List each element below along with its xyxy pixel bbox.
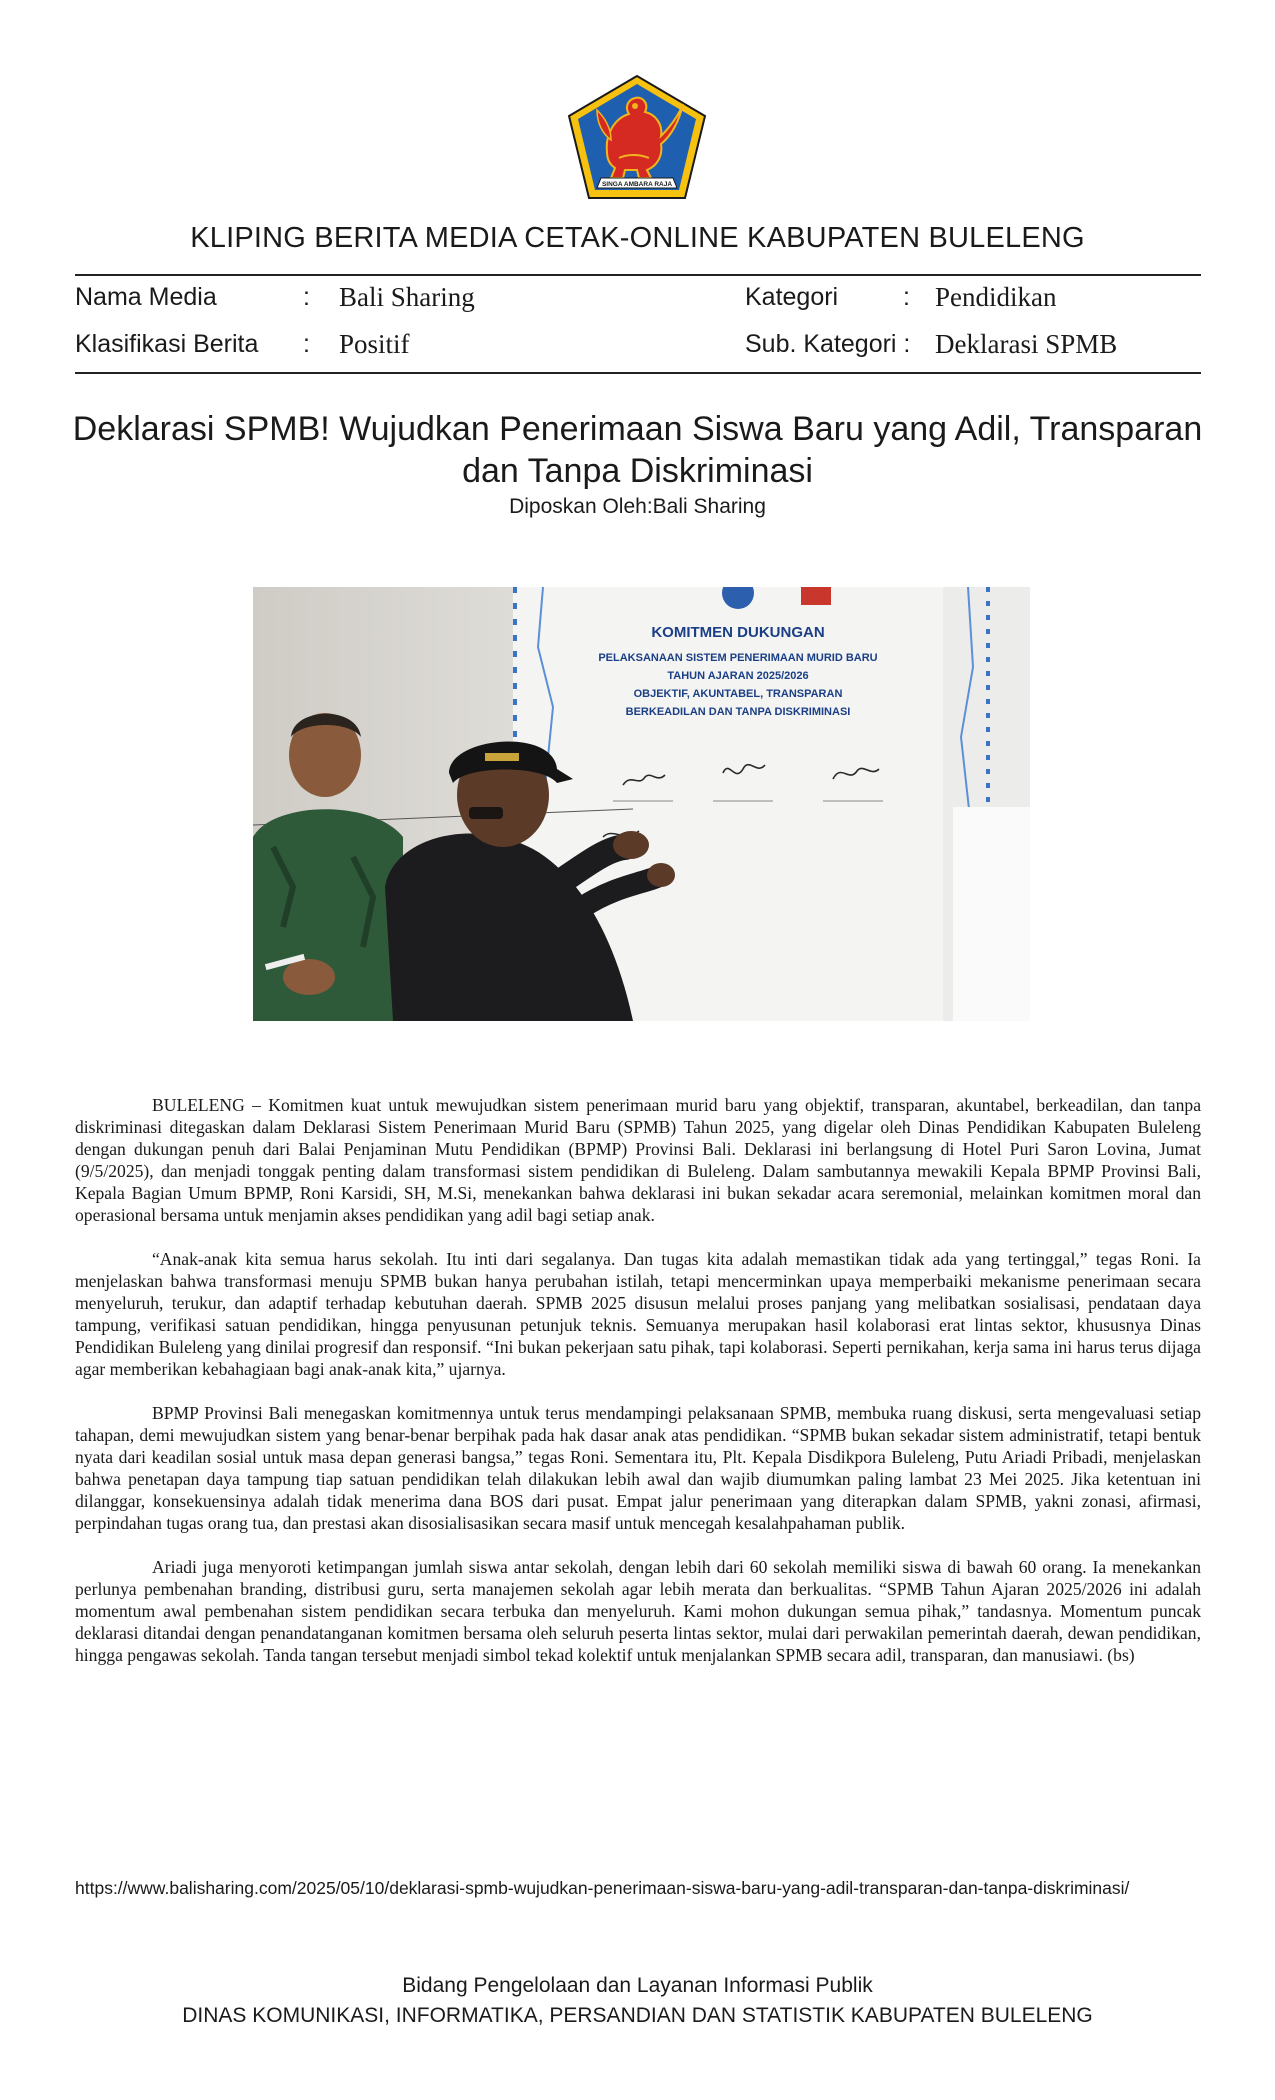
klasifikasi-colon: : xyxy=(303,330,310,358)
subkategori-value: Deklarasi SPMB xyxy=(935,329,1118,359)
footer-department: Bidang Pengelolaan dan Layanan Informasi Publik xyxy=(402,1974,873,1997)
article-headline: Deklarasi SPMB! Wujudkan Penerimaan Siswa Baru yang Adil, Transparan dan Tanpa Diskriminasi xyxy=(72,410,1203,490)
header-bottom-rule xyxy=(75,372,1201,374)
signing-photo-illustration xyxy=(253,587,1030,1021)
media-value: Bali Sharing xyxy=(339,282,475,312)
article-paragraph: Ariadi juga menyoroti ketimpangan jumlah siswa antar sekolah, dengan lebih dari 60 sekolah memiliki siswa di bawah 60 orang. Ia menekankan perlunya pembenahan branding, distribusi guru, serta manajemen sekolah agar lebih merata dan berkualitas. “SPMB Tahun Ajaran 2025/2026 ini adalah momentum awal pembenahan sistem pendidikan secara terbuka dan menyeluruh. Kami mohon dukungan semua pihak,” tandasnya. Momentum puncak deklarasi ditandai dengan penandatanganan komitmen bersama oleh seluruh peserta lintas sektor, mulai dari perwakilan pemerintah daerah, dewan pendidikan, hingga pengawas sekolah. Tanda tangan tersebut menjadi simbol tekad kolektif untuk menjalankan SPMB secara adil, transparan, dan manusiawi. (bs) xyxy=(75,1557,1201,1665)
source-url[interactable]: https://www.balisharing.com/2025/05/10/deklarasi-spmb-wujudkan-penerimaan-siswa-baru-yang-adil-transparan-dan-tanpa-diskriminasi/ xyxy=(75,1878,1130,1898)
banner-line-3: OBJEKTIF, AKUNTABEL, TRANSPARAN xyxy=(633,688,843,700)
klasifikasi-value: Positif xyxy=(339,329,410,359)
footer-agency: DINAS KOMUNIKASI, INFORMATIKA, PERSANDIAN DAN STATISTIK KABUPATEN BULELENG xyxy=(182,2004,1093,2027)
article-paragraph: “Anak-anak kita semua harus sekolah. Itu inti dari segalanya. Dan tugas kita adalah memastikan tidak ada yang tertinggal,” tegas Roni. Ia menjelaskan bahwa transformasi menuju SPMB bukan hanya perubahan istilah, tetapi mencerminkan upaya memperbaiki mekanisme penerimaan secara menyeluruh, terukur, dan adaptif terhadap kebutuhan daerah. SPMB 2025 disusun melalui proses panjang yang melibatkan sosialisasi, pendataan daya tampung, verifikasi satuan pendidikan, hingga penyusunan petunjuk teknis. Semuanya merupakan hasil kolaborasi erat lintas sektor, khususnya Dinas Pendidikan Buleleng yang dinilai progresif dan responsif. “Ini bukan pekerjaan satu pihak, tapi kolaborasi. Seperti pernikahan, kerja sama ini harus terus dijaga agar memberikan kebahagiaan bagi anak-anak kita,” ujarnya. xyxy=(75,1249,1201,1379)
banner-line-2: TAHUN AJARAN 2025/2026 xyxy=(667,670,809,682)
regency-logo xyxy=(567,74,707,200)
media-label: Nama Media xyxy=(75,283,217,311)
banner-line-1: PELAKSANAAN SISTEM PENERIMAAN MURID BARU xyxy=(598,652,878,664)
article-paragraph: BPMP Provinsi Bali menegaskan komitmennya untuk terus mendampingi pelaksanaan SPMB, membuka ruang diskusi, serta mengevaluasi setiap tahapan, demi mewujudkan sistem yang benar-benar berpihak pada hak dasar anak atas pendidikan. “SPMB bukan sekadar sistem administratif, tetapi bentuk nyata dari keadilan sosial untuk masa depan generasi bangsa,” tegas Roni. Sementara itu, Plt. Kepala Disdikpora Buleleng, Putu Ariadi Pribadi, menjelaskan bahwa penetapan daya tampung tiap satuan pendidikan telah dilakukan lebih awal dan wajib diumumkan paling lambat 23 Mei 2025. Jika ketentuan ini dilanggar, konsekuensinya adalah tidak menerima dana BOS dari pusat. Empat jalur penerimaan yang diterapkan dalam SPMB, yakni zonasi, afirmasi, perpindahan tugas orang tua, dan prestasi akan disosialisasikan secara masif untuk mencegah kesalahpahaman publik. xyxy=(75,1403,1201,1533)
article-photo xyxy=(253,587,1030,1021)
clipping-title: KLIPING BERITA MEDIA CETAK-ONLINE KABUPATEN BULELENG xyxy=(190,222,1085,254)
klasifikasi-label: Klasifikasi Berita xyxy=(75,330,259,358)
kategori-value: Pendidikan xyxy=(935,282,1057,312)
buleleng-emblem-icon xyxy=(567,74,707,200)
media-colon: : xyxy=(303,283,310,311)
kategori-colon: : xyxy=(903,283,910,311)
article-paragraph: BULELENG – Komitmen kuat untuk mewujudkan sistem penerimaan murid baru yang objektif, transparan, akuntabel, berkeadilan, dan tanpa diskriminasi ditegaskan dalam Deklarasi Sistem Penerimaan Murid Baru (SPMB) Tahun 2025, yang digelar oleh Dinas Pendidikan Kabupaten Buleleng dengan dukungan penuh dari Balai Penjaminan Mutu Pendidikan (BPMP) Provinsi Bali. Deklarasi ini berlangsung di Hotel Puri Saron Lovina, Jumat (9/5/2025), dan menjadi tonggak penting dalam transformasi sistem pendidikan di Buleleng. Dalam sambutannya mewakili Kepala BPMP Provinsi Bali, Kepala Bagian Umum BPMP, Roni Karsidi, SH, M.Si, menekankan bahwa deklarasi ini bukan sekadar acara seremonial, melainkan komitmen moral dan operasional bersama untuk menjamin akses pendidikan yang adil bagi setiap anak. xyxy=(75,1095,1201,1225)
logo-motto: SINGA AMBARA RAJA xyxy=(601,181,673,188)
kategori-label: Kategori xyxy=(745,283,839,311)
banner-line-4: BERKEADILAN DAN TANPA DISKRIMINASI xyxy=(625,706,851,718)
header-top-rule xyxy=(75,274,1201,276)
article-body xyxy=(75,1094,1201,1688)
subkategori-label: Sub. Kategori : xyxy=(745,330,911,358)
article-byline: Diposkan Oleh:Bali Sharing xyxy=(509,495,766,518)
banner-title: KOMITMEN DUKUNGAN xyxy=(651,624,825,641)
